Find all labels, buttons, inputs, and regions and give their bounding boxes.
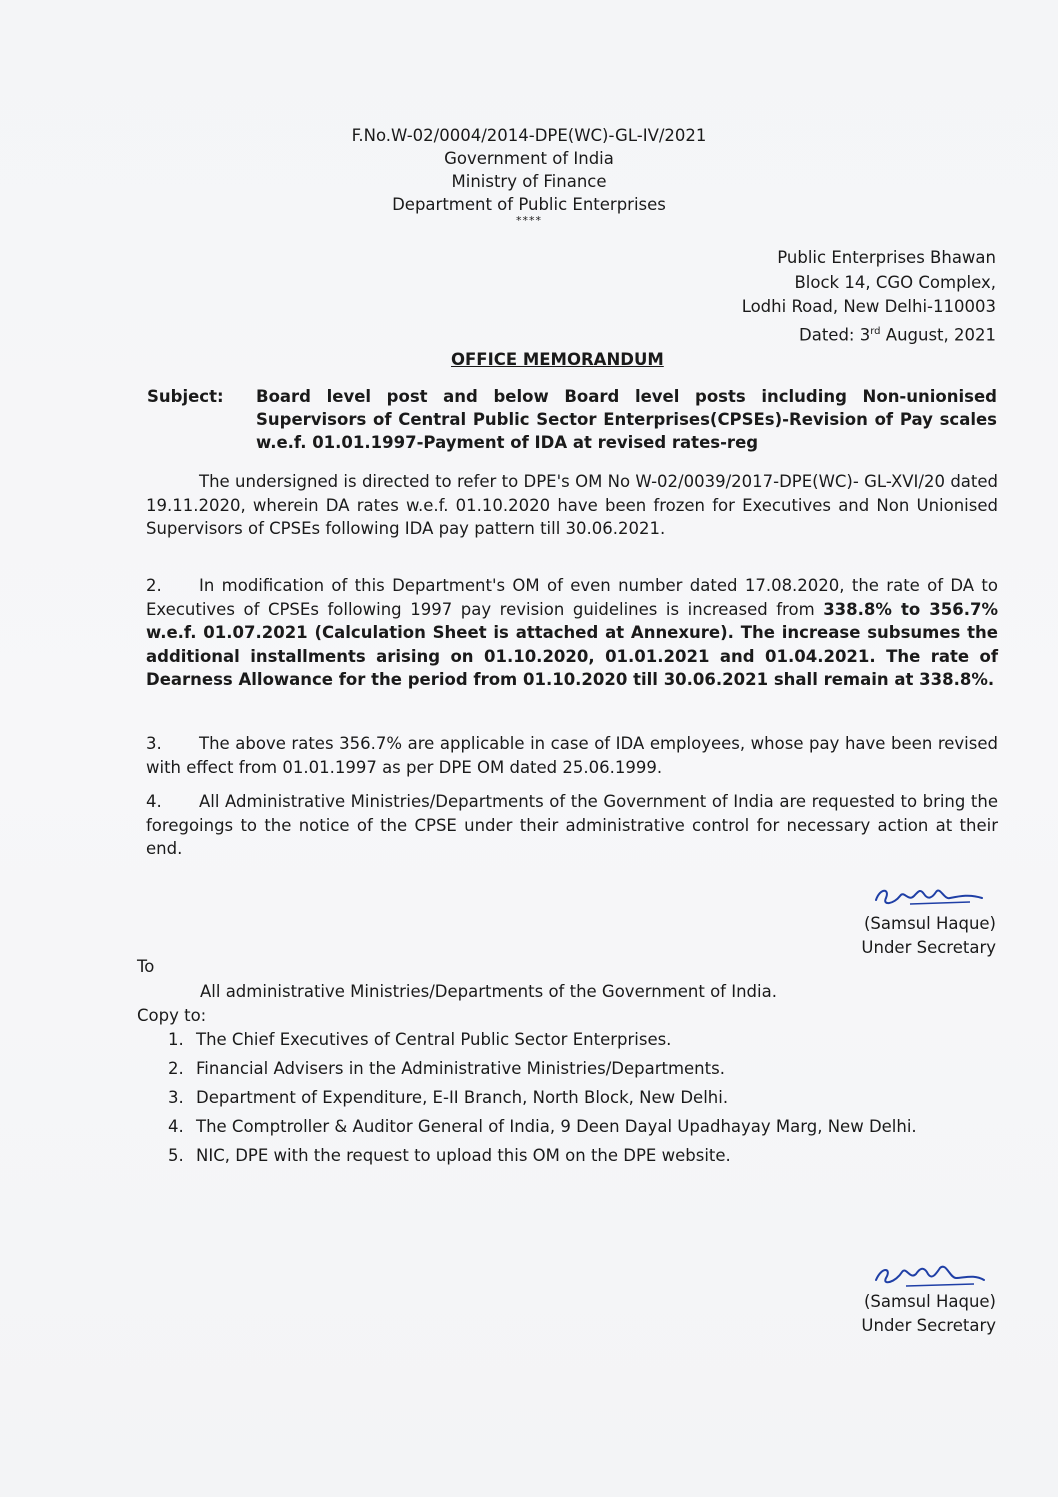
address-line-3: Lodhi Road, New Delhi-110003 xyxy=(741,297,996,316)
to-recipients: All administrative Ministries/Departments of the Government of India. xyxy=(200,982,777,1001)
list-item: 4. The Comptroller & Auditor General of India, 9 Deen Dayal Upadhayay Marg, New Delhi. xyxy=(168,1117,917,1136)
address-line-2: Block 14, CGO Complex, xyxy=(794,272,996,292)
department-line: Department of Public Enterprises xyxy=(392,195,666,214)
signature-block-bottom xyxy=(861,1256,996,1338)
signatory-name: (Samsul Haque) xyxy=(863,914,996,933)
paragraph-3: 3. The above rates 356.7% are applicable in case of IDA employees, whose pay have been revised with effect from 01.01.1997 as per DPE OM dated 25.06.1999. xyxy=(146,734,998,777)
government-line: Government of India xyxy=(444,149,614,168)
paragraph-2: 2. In modification of this Department's OM of even number dated 17.08.2020, the rate of DA to Executives of CPSEs following 1997 pay revision guidelines is increased from 338.8% to 356.7% w.e.f. 01.07.2021 (Calculation Sheet is attached at Annexure). The increase subsumes the additional installments arising on 01.10.2020, 01.01.2021 and 01.04.2021. The rate of Dearness Allowance for the period from 01.10.2020 till 30.06.2021 shall remain at 338.8%. xyxy=(146,576,998,689)
signatory-designation: Under Secretary xyxy=(861,938,996,957)
signatory-name: (Samsul Haque) xyxy=(863,1292,996,1311)
subject-block xyxy=(147,385,997,454)
paragraph-1: The undersigned is directed to refer to DPE's OM No W-02/0039/2017-DPE(WC)- GL-XVI/20 dated 19.11.2020, wherein DA rates w.e.f. 01.10.2020 have been frozen for Executives and Non Unionised Supervisors of CPSEs following IDA pay pattern till 30.06.2021. xyxy=(146,472,998,538)
signature-mark xyxy=(870,878,990,912)
address-block xyxy=(742,246,996,348)
document-header xyxy=(300,124,758,226)
signature-mark xyxy=(870,1256,990,1290)
list-item: 1. The Chief Executives of Central Public Sector Enterprises. xyxy=(168,1030,672,1049)
dated-line: Dated: 3rd August, 2021 xyxy=(799,325,996,344)
list-item: 2. Financial Advisers in the Administrative Ministries/Departments. xyxy=(168,1059,725,1078)
file-number: F.No.W-02/0004/2014-DPE(WC)-GL-IV/2021 xyxy=(351,126,707,145)
header-stars: **** xyxy=(516,214,542,227)
paragraph-4: 4. All Administrative Ministries/Departments of the Government of India are requested to bring the foregoings to the notice of the CPSE under their administrative control for necessary action at their end. xyxy=(146,792,998,858)
ministry-line: Ministry of Finance xyxy=(451,172,607,191)
copy-to-list xyxy=(168,1028,998,1173)
to-label: To xyxy=(137,957,155,976)
list-item: 5. NIC, DPE with the request to upload this OM on the DPE website. xyxy=(168,1146,731,1165)
signature-block xyxy=(861,878,996,960)
subject-text: Board level post and below Board level posts including Non-unionised Supervisors of Central Public Sector Enterprises(CPSEs)-Revision of Pay scales w.e.f. 01.01.1997-Payment of IDA at revised rates-reg xyxy=(256,387,997,452)
list-item: 3. Department of Expenditure, E-II Branch, North Block, New Delhi. xyxy=(168,1088,729,1107)
address-line-1: Public Enterprises Bhawan xyxy=(777,248,996,267)
copy-to-label: Copy to: xyxy=(137,1006,207,1025)
memo-title: OFFICE MEMORANDUM xyxy=(451,350,664,369)
signatory-designation: Under Secretary xyxy=(861,1316,996,1335)
subject-label: Subject: xyxy=(147,387,224,406)
